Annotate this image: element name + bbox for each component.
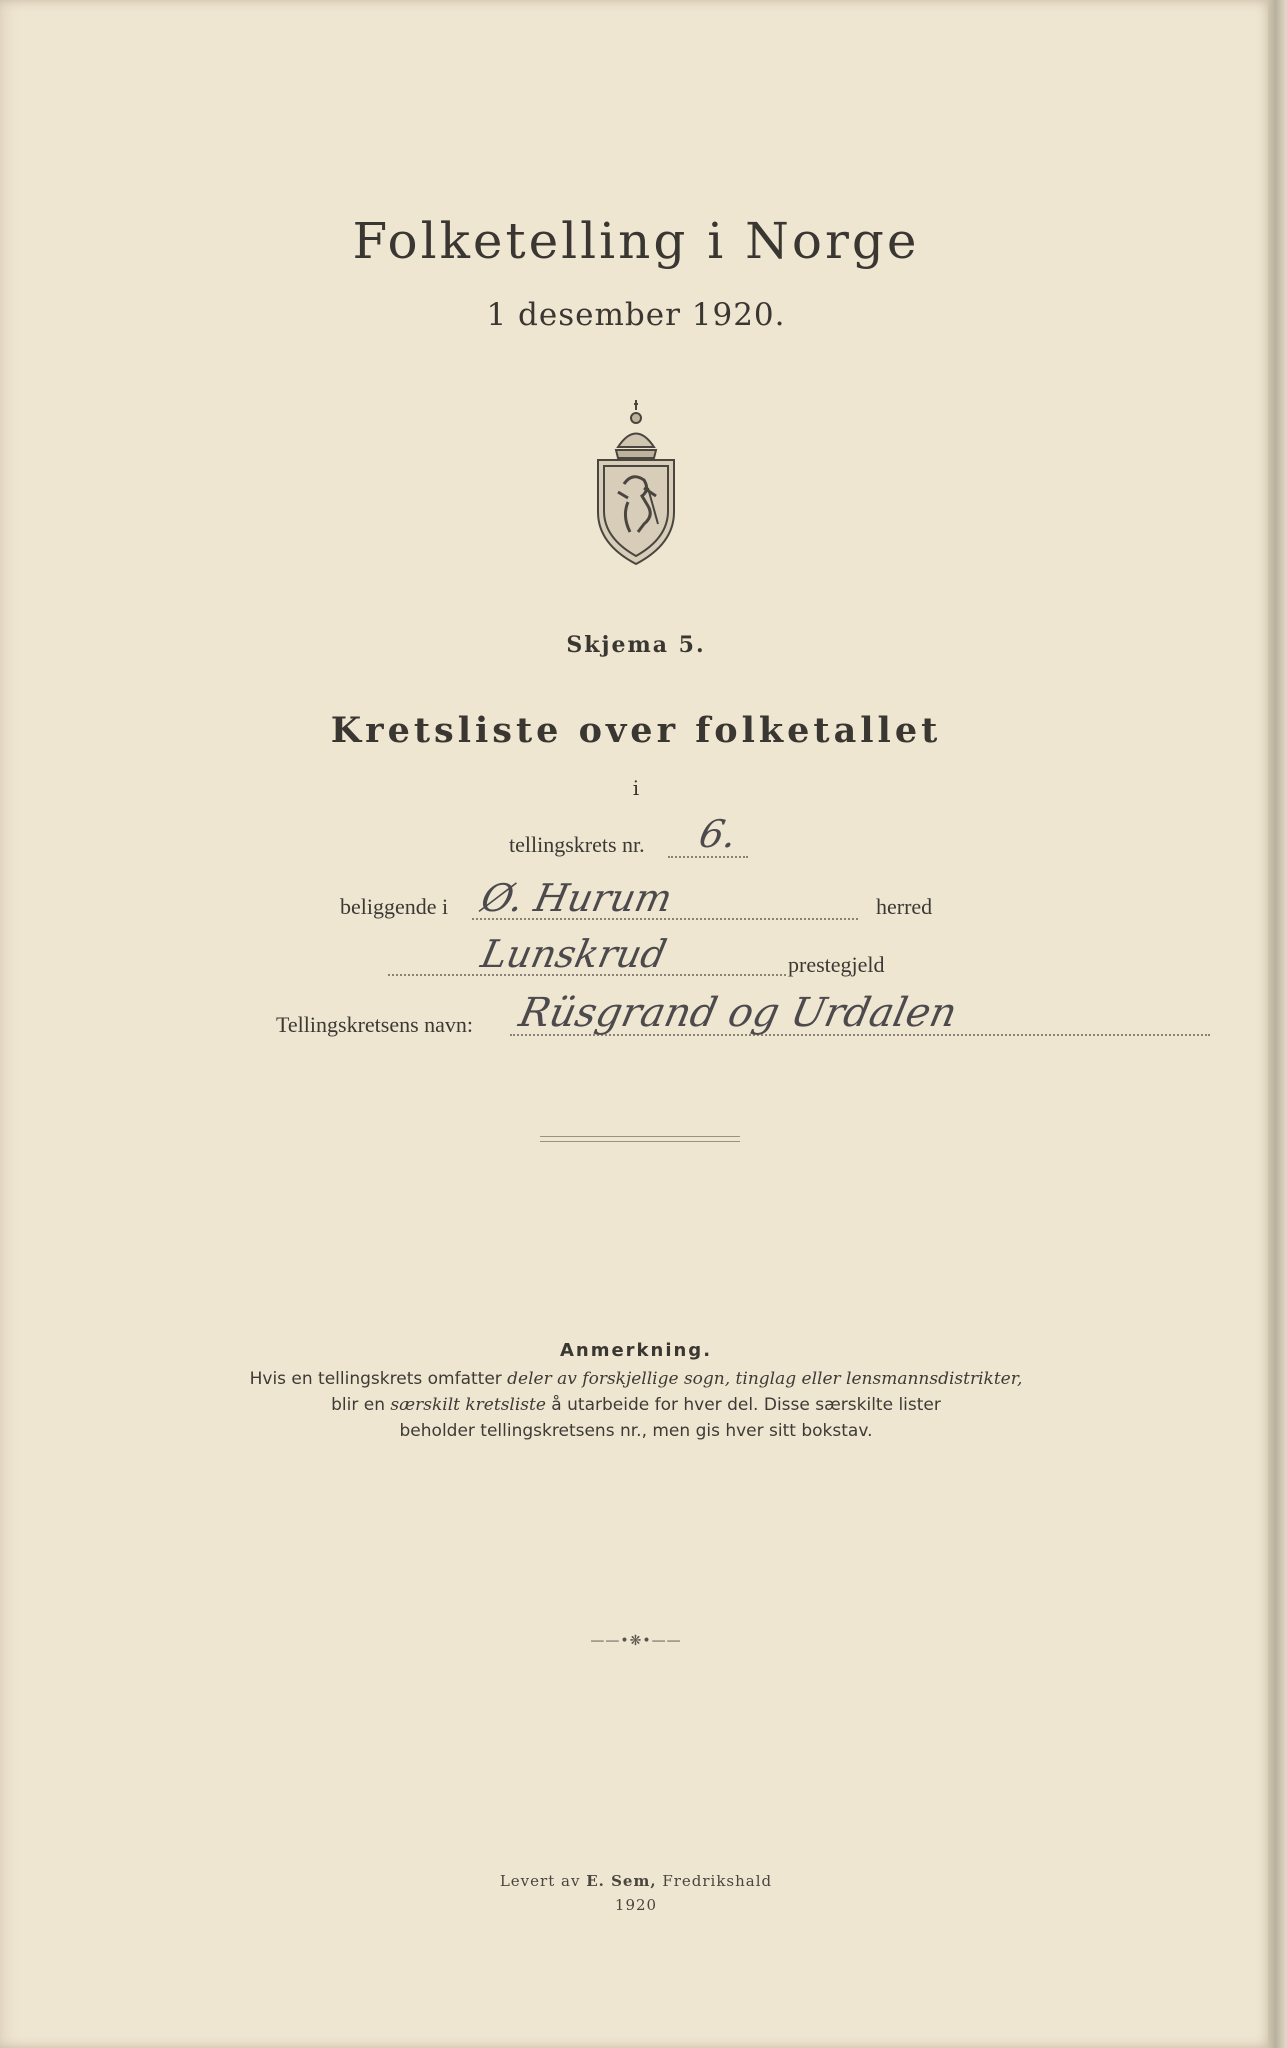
norwegian-coat-of-arms-icon	[588, 392, 684, 568]
printer-prefix: Levert av	[499, 1872, 587, 1890]
note-line-2	[0, 1392, 1272, 1418]
print-year: 1920	[614, 1896, 658, 1914]
herred-label: herred	[876, 894, 933, 919]
printer-name: E. Sem,	[586, 1872, 657, 1890]
page-title: Folketelling i Norge	[352, 212, 920, 270]
note-line-2-italic: særskilt kretsliste	[390, 1395, 546, 1415]
note-line-3: beholder tellingskretsens nr., men gis hver sitt bokstav.	[399, 1421, 873, 1441]
form-number: Skjema 5.	[566, 632, 706, 658]
herred-value: Ø. Hurum	[477, 876, 677, 920]
connector-word: i	[632, 776, 640, 800]
tellingskrets-dotted-line	[668, 856, 748, 858]
kretsnavn-label: Tellingskretsens navn:	[276, 1012, 474, 1037]
note-line-1-italic: deler av forskjellige sogn, tinglag eller lensmannsdistrikter,	[507, 1369, 1023, 1389]
prestegjeld-value: Lunskrud	[477, 932, 671, 976]
tellingskrets-value: 6.	[695, 812, 741, 856]
prestegjeld-label: prestegjeld	[788, 952, 885, 977]
note-line-2-text-a: blir en	[331, 1395, 391, 1415]
note-line-2-text-c: å utarbeide for hver del. Disse særskilte lister	[545, 1395, 941, 1415]
beliggende-label: beliggende i	[340, 894, 449, 919]
kretsnavn-value: Rüsgrand og Urdalen	[515, 990, 961, 1036]
divider-rule-bottom	[540, 1141, 740, 1142]
tellingskrets-label: tellingskrets nr.	[509, 832, 645, 857]
note-line-1-text: Hvis en tellingskrets omfatter	[249, 1369, 508, 1389]
note-line-1	[0, 1366, 1272, 1392]
census-date: 1 desember 1920.	[486, 297, 786, 333]
printer-place: Fredrikshald	[656, 1872, 773, 1890]
note-heading: Anmerkning.	[559, 1340, 713, 1361]
form-heading: Kretsliste over folketallet	[330, 710, 942, 751]
divider-rule-top	[540, 1136, 740, 1137]
ornament-divider: ——•❋•——	[590, 1633, 682, 1649]
printer-credit	[0, 1872, 1272, 1890]
